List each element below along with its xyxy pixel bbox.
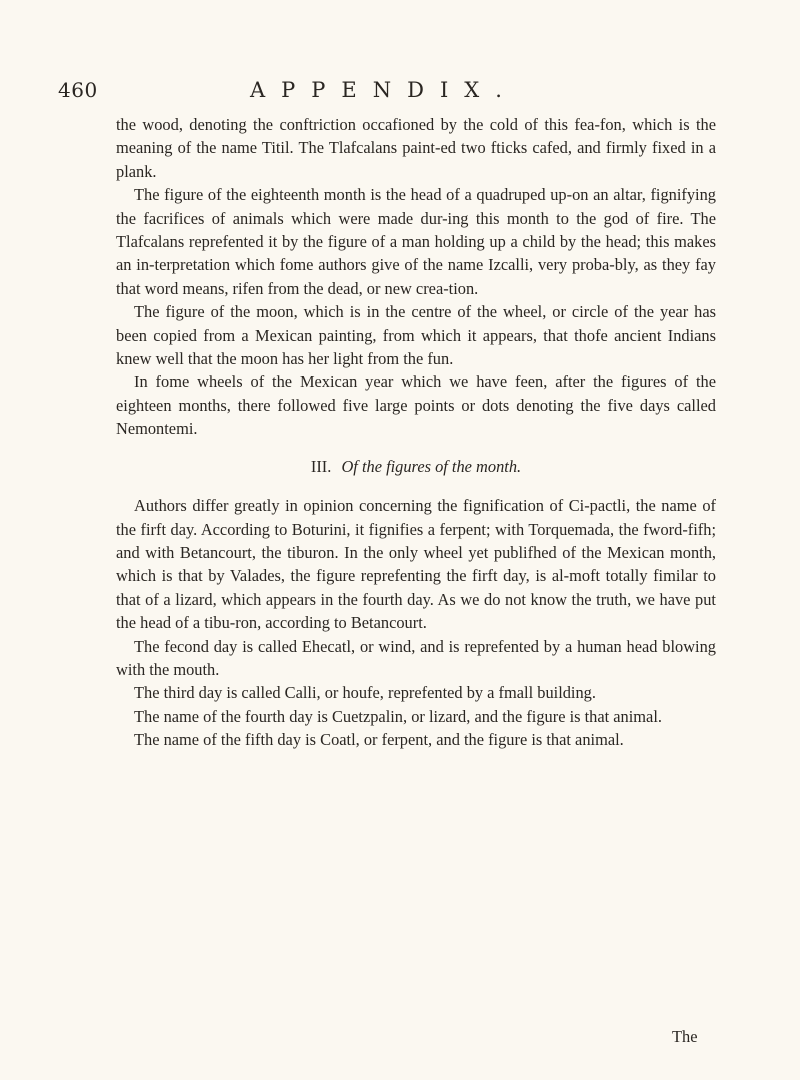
section-heading xyxy=(116,455,716,478)
running-head: APPENDIX. xyxy=(250,78,518,102)
paragraph: the wood, denoting the conftriction occafioned by the cold of this fea-fon, which is the meaning of the name Titil. The Tlafcalans paint-ed two fticks cafed, and firmly fixed in a plank. xyxy=(116,115,716,181)
paragraph: The fecond day is called Ehecatl, or wind, and is reprefented by a human head blowing with the mouth. xyxy=(116,636,716,679)
paragraph: The third day is called Calli, or houfe, reprefented by a fmall building. xyxy=(134,683,596,703)
paragraph: The name of the fourth day is Cuetzpalin, or lizard, and the figure is that animal. xyxy=(134,706,662,726)
paragraph: The name of the fifth day is Coatl, or ferpent, and the figure is that animal. xyxy=(134,730,624,750)
section-title: Of the figures of the month. xyxy=(341,456,522,476)
paragraph: The figure of the eighteenth month is the head of a quadruped up-on an altar, fignifying the facrifices of animals which were made dur-ing this month to the god of fire. The Tlafcalans reprefented it by the figure of a man holding up a child by the head; this makes an in-terpretation which fome authors give of the name Izcalli, very proba-bly, as they fay that word means, rifen from the dead, or new crea-tion. xyxy=(116,185,716,298)
page-body xyxy=(116,113,716,752)
page-number: 460 xyxy=(58,78,98,102)
paragraph: The figure of the moon, which is in the centre of the wheel, or circle of the year has been copied from a Mexican painting, from which it appears, that thofe ancient Indians knew well that the moon has her light from the fun. xyxy=(116,302,716,369)
paragraph: Authors differ greatly in opinion concerning the fignification of Ci-pactli, the name of the firft day. According to Boturini, it fignifies a ferpent; with Torquemada, the fword-fifh; and with Betancourt, the tiburon. In the only wheel yet publifhed of the Mexican month, which is that by Valades, the figure reprefenting the firft day, is al-moft totally fimilar to that of a lizard, which appears in the fourth day. As we do not know the truth, we have put the head of a tibu-ron, according to Betancourt. xyxy=(116,496,716,633)
paragraph: In fome wheels of the Mexican year which we have feen, after the figures of the eighteen months, there followed five large points or dots denoting the five days called Nemontemi. xyxy=(116,372,716,439)
section-numeral: III. xyxy=(310,456,332,476)
catchword: The xyxy=(672,1027,698,1046)
